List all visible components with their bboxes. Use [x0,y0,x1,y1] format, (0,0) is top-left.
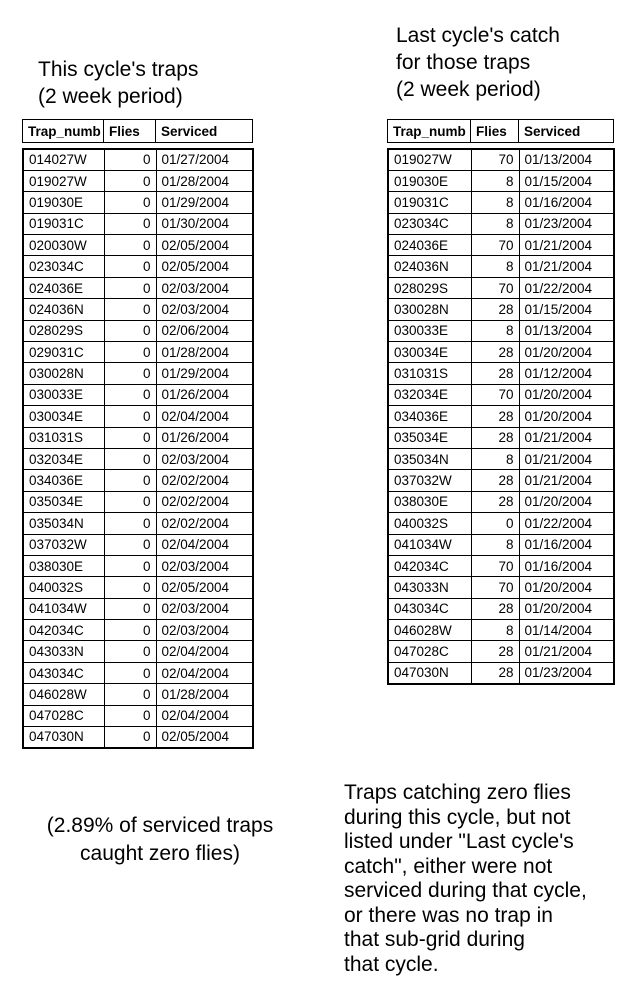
cell-trap-numb: 024036N [23,299,104,320]
cell-flies: 0 [104,149,156,170]
cell-trap-numb: 019030E [388,170,471,191]
text-line: serviced during that cycle, [344,879,587,902]
table-row [23,448,253,469]
cell-serviced: 01/21/2004 [519,641,614,662]
table-row [23,641,253,662]
cell-flies: 0 [104,684,156,705]
table-row [23,149,253,170]
header-cell-serviced: Serviced [519,120,614,143]
cell-serviced: 02/03/2004 [156,277,253,298]
left-table-header [22,119,253,143]
cell-serviced: 02/02/2004 [156,491,253,512]
text-line: or there was no trap in [344,903,553,927]
table-row [23,491,253,512]
cell-serviced: 02/03/2004 [156,448,253,469]
cell-trap-numb: 035034E [23,491,104,512]
table-row [23,384,253,405]
cell-trap-numb: 035034N [23,513,104,534]
table-row [23,213,253,234]
cell-trap-numb: 041034W [23,598,104,619]
cell-flies: 0 [104,513,156,534]
left-table-rows [23,149,253,748]
left-table-title [38,56,198,110]
cell-serviced: 01/20/2004 [519,577,614,598]
cell-trap-numb: 030028N [23,363,104,384]
cell-serviced: 01/16/2004 [519,555,614,576]
cell-serviced: 01/27/2004 [156,149,253,170]
cell-trap-numb: 038030E [23,555,104,576]
table-row [388,427,614,448]
cell-trap-numb: 047030N [23,727,104,748]
cell-flies: 0 [104,705,156,726]
cell-flies: 28 [471,342,519,363]
cell-trap-numb: 031031S [388,363,471,384]
table-row [23,555,253,576]
cell-trap-numb: 019030E [23,192,104,213]
table-row [23,320,253,341]
cell-serviced: 02/05/2004 [156,256,253,277]
cell-serviced: 02/04/2004 [156,534,253,555]
right-table-body [387,148,615,685]
cell-serviced: 01/21/2004 [519,470,614,491]
cell-flies: 28 [471,363,519,384]
table-row [23,235,253,256]
cell-serviced: 01/20/2004 [519,384,614,405]
cell-serviced: 01/28/2004 [156,170,253,191]
cell-serviced: 01/20/2004 [519,598,614,619]
cell-serviced: 02/02/2004 [156,470,253,491]
cell-trap-numb: 043033N [388,577,471,598]
cell-trap-numb: 042034C [23,620,104,641]
text-line: for those traps [396,51,531,74]
cell-flies: 0 [104,384,156,405]
cell-serviced: 01/21/2004 [519,427,614,448]
table-row [23,342,253,363]
cell-trap-numb: 019027W [388,149,471,170]
cell-trap-numb: 040032S [23,577,104,598]
cell-trap-numb: 046028W [388,620,471,641]
table-row [388,406,614,427]
table-row [23,620,253,641]
table-row [388,277,614,298]
cell-serviced: 01/16/2004 [519,534,614,555]
cell-trap-numb: 028029S [23,320,104,341]
cell-trap-numb: 047028C [23,705,104,726]
zero-flies-percentage-note [20,812,300,868]
cell-serviced: 01/21/2004 [519,448,614,469]
header-cell-flies: Flies [471,120,519,143]
cell-trap-numb: 032034E [23,448,104,469]
cell-flies: 28 [471,598,519,619]
cell-trap-numb: 041034W [388,534,471,555]
table-row [23,277,253,298]
cell-flies: 70 [471,384,519,405]
cell-serviced: 01/26/2004 [156,384,253,405]
cell-trap-numb: 047028C [388,641,471,662]
cell-serviced: 01/23/2004 [519,213,614,234]
cell-serviced: 02/05/2004 [156,235,253,256]
cell-serviced: 02/04/2004 [156,641,253,662]
cell-flies: 8 [471,534,519,555]
cell-serviced: 01/20/2004 [519,406,614,427]
cell-serviced: 02/05/2004 [156,727,253,748]
table-row [388,320,614,341]
cell-flies: 0 [104,342,156,363]
table-row [23,513,253,534]
cell-trap-numb: 019027W [23,170,104,191]
cell-flies: 0 [471,513,519,534]
text-line: Traps catching zero flies [344,781,571,804]
cell-trap-numb: 037032W [23,534,104,555]
text-line: (2 week period) [38,85,183,108]
text-line: during this cycle, but not [344,805,571,829]
cell-flies: 28 [471,641,519,662]
cell-flies: 0 [104,491,156,512]
table-row [388,192,614,213]
table-row [23,192,253,213]
cell-flies: 0 [104,577,156,598]
table-row [23,470,253,491]
table-row [388,641,614,662]
cell-trap-numb: 030034E [23,406,104,427]
cell-serviced: 01/16/2004 [519,192,614,213]
cell-serviced: 01/30/2004 [156,213,253,234]
table-row [23,406,253,427]
cell-trap-numb: 020030W [23,235,104,256]
cell-serviced: 01/21/2004 [519,235,614,256]
table-row [388,534,614,555]
header-cell-serviced: Serviced [156,120,253,143]
table-row [388,342,614,363]
cell-trap-numb: 024036E [388,235,471,256]
cell-flies: 0 [104,192,156,213]
cell-trap-numb: 043034C [23,662,104,683]
table-row [23,727,253,748]
cell-trap-numb: 024036E [23,277,104,298]
cell-flies: 70 [471,149,519,170]
cell-flies: 0 [104,299,156,320]
table-row [23,598,253,619]
cell-trap-numb: 047030N [388,662,471,683]
cell-trap-numb: 046028W [23,684,104,705]
cell-trap-numb: 028029S [388,277,471,298]
table-row [388,384,614,405]
cell-serviced: 01/23/2004 [519,662,614,683]
table-row [388,513,614,534]
right-table-header [387,119,614,143]
cell-trap-numb: 023034C [23,256,104,277]
cell-flies: 70 [471,277,519,298]
table-row [23,427,253,448]
header-cell-trap-numb: Trap_numb [388,120,471,143]
table-row [23,577,253,598]
cell-serviced: 02/06/2004 [156,320,253,341]
cell-flies: 8 [471,213,519,234]
table-row [23,299,253,320]
table-row [388,470,614,491]
cell-serviced: 01/13/2004 [519,320,614,341]
cell-flies: 28 [471,491,519,512]
table-row [388,620,614,641]
cell-serviced: 02/03/2004 [156,598,253,619]
cell-serviced: 01/29/2004 [156,192,253,213]
cell-serviced: 01/15/2004 [519,170,614,191]
cell-trap-numb: 034036E [23,470,104,491]
cell-serviced: 02/03/2004 [156,299,253,320]
cell-flies: 0 [104,363,156,384]
cell-serviced: 01/20/2004 [519,491,614,512]
cell-trap-numb: 042034C [388,555,471,576]
cell-flies: 0 [104,727,156,748]
cell-flies: 0 [104,620,156,641]
cell-flies: 28 [471,427,519,448]
cell-trap-numb: 024036N [388,256,471,277]
cell-flies: 0 [104,213,156,234]
cell-flies: 8 [471,620,519,641]
cell-trap-numb: 035034E [388,427,471,448]
cell-serviced: 01/14/2004 [519,620,614,641]
cell-flies: 0 [104,406,156,427]
cell-flies: 0 [104,448,156,469]
cell-trap-numb: 029031C [23,342,104,363]
cell-serviced: 02/04/2004 [156,705,253,726]
cell-flies: 0 [104,534,156,555]
table-row [23,170,253,191]
cell-trap-numb: 030028N [388,299,471,320]
cell-flies: 70 [471,235,519,256]
cell-flies: 70 [471,555,519,576]
cell-trap-numb: 023034C [388,213,471,234]
table-row [388,448,614,469]
table-row [388,577,614,598]
text-line: (2.89% of serviced traps [46,814,274,837]
cell-serviced: 01/28/2004 [156,342,253,363]
cell-flies: 0 [104,427,156,448]
table-row [388,170,614,191]
table-row [388,598,614,619]
cell-serviced: 01/15/2004 [519,299,614,320]
right-table-title [396,22,560,103]
cell-flies: 0 [104,256,156,277]
cell-trap-numb: 014027W [23,149,104,170]
cell-trap-numb: 038030E [388,491,471,512]
missing-traps-explanation-note [344,781,632,977]
cell-serviced: 02/04/2004 [156,662,253,683]
table-row [388,555,614,576]
cell-trap-numb: 040032S [388,513,471,534]
table-row [388,235,614,256]
cell-trap-numb: 030034E [388,342,471,363]
cell-flies: 0 [104,555,156,576]
cell-trap-numb: 019031C [388,192,471,213]
text-line: listed under "Last cycle's [344,830,574,853]
cell-serviced: 01/13/2004 [519,149,614,170]
cell-flies: 0 [104,641,156,662]
cell-flies: 28 [471,299,519,320]
cell-trap-numb: 043033N [23,641,104,662]
text-line: Last cycle's catch [396,24,560,47]
table-row [23,684,253,705]
table-row [23,256,253,277]
cell-trap-numb: 035034N [388,448,471,469]
header-row [388,120,614,143]
text-line: catch", either were not [344,854,553,878]
header-cell-flies: Flies [104,120,156,143]
cell-flies: 0 [104,470,156,491]
table-row [23,662,253,683]
table-row [388,213,614,234]
cell-flies: 8 [471,170,519,191]
right-table-rows [388,149,614,684]
cell-serviced: 02/05/2004 [156,577,253,598]
cell-trap-numb: 037032W [388,470,471,491]
cell-flies: 8 [471,320,519,341]
cell-serviced: 02/03/2004 [156,555,253,576]
cell-serviced: 01/22/2004 [519,513,614,534]
cell-serviced: 01/21/2004 [519,256,614,277]
table-row [388,299,614,320]
cell-flies: 28 [471,662,519,683]
table-row [388,149,614,170]
cell-serviced: 01/28/2004 [156,684,253,705]
cell-trap-numb: 030033E [388,320,471,341]
cell-flies: 28 [471,406,519,427]
cell-serviced: 01/12/2004 [519,363,614,384]
cell-trap-numb: 034036E [388,406,471,427]
cell-flies: 70 [471,577,519,598]
table-row [388,491,614,512]
cell-serviced: 01/26/2004 [156,427,253,448]
cell-serviced: 02/04/2004 [156,406,253,427]
cell-trap-numb: 019031C [23,213,104,234]
cell-flies: 8 [471,448,519,469]
header-cell-trap-numb: Trap_numb [23,120,104,143]
cell-flies: 8 [471,192,519,213]
table-row [23,705,253,726]
table-row [23,534,253,555]
text-line: that cycle. [344,952,439,976]
cell-trap-numb: 031031S [23,427,104,448]
text-line: (2 week period) [396,78,541,101]
cell-serviced: 02/03/2004 [156,620,253,641]
cell-flies: 0 [104,598,156,619]
left-table-body [22,148,254,749]
cell-flies: 0 [104,277,156,298]
table-row [388,256,614,277]
cell-trap-numb: 043034C [388,598,471,619]
cell-serviced: 01/20/2004 [519,342,614,363]
cell-flies: 0 [104,662,156,683]
text-line: that sub-grid during [344,928,525,951]
table-row [388,662,614,683]
cell-flies: 0 [104,320,156,341]
cell-flies: 0 [104,235,156,256]
cell-serviced: 01/29/2004 [156,363,253,384]
cell-flies: 0 [104,170,156,191]
cell-serviced: 02/02/2004 [156,513,253,534]
table-row [388,363,614,384]
cell-serviced: 01/22/2004 [519,277,614,298]
text-line: caught zero flies) [80,842,240,865]
cell-trap-numb: 030033E [23,384,104,405]
table-row [23,363,253,384]
cell-trap-numb: 032034E [388,384,471,405]
cell-flies: 28 [471,470,519,491]
text-line: This cycle's traps [38,58,199,81]
header-row [23,120,253,143]
cell-flies: 8 [471,256,519,277]
